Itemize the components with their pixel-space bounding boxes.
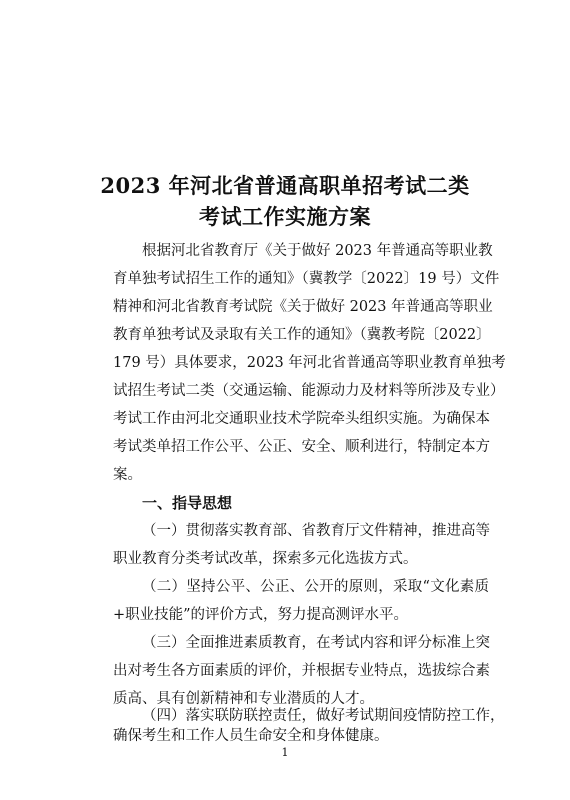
intro-line: 精神和河北省教育考试院《关于做好 2023 年普通高等职业 (113, 299, 493, 315)
section-heading: 一、指导思想 (142, 494, 233, 512)
item-3-line: 质高、具有创新精神和专业潜质的人才。 (113, 691, 374, 707)
intro-line: 179 号）具体要求，2023 年河北省普通高等职业教育单独考 (113, 355, 506, 371)
item-2-line: +职业技能”的评价方式，努力提高测评水平。 (113, 607, 409, 623)
intro-line: 考试类单招工作公平、公正、安全、顺利进行，特制定本方 (113, 439, 490, 455)
item-4-line: 确保考生和工作人员生命安全和身体健康。 (113, 728, 389, 744)
intro-line: 试招生考试二类（交通运输、能源动力及材料等所涉及专业） (113, 383, 505, 399)
intro-line: 案。 (113, 467, 142, 483)
intro-line: 教育单独考试及录取有关工作的通知》（冀教考院〔2022〕 (113, 327, 491, 343)
document-title-line-2: 考试工作实施方案 (199, 204, 371, 229)
item-3-line: 出对考生各方面素质的评价，并根据专业特点，选拔综合素 (113, 663, 490, 679)
item-4-line: （四）落实联防联控责任，做好考试期间疫情防控工作， (142, 708, 505, 724)
document-title-line-1: 2023 年河北省普通高职单招考试二类 (100, 173, 470, 198)
item-1-line: （一）贯彻落实教育部、省教育厅文件精神，推进高等 (142, 523, 490, 539)
intro-line: 育单独考试招生工作的通知》（冀教学〔2022〕19 号）文件 (113, 271, 500, 287)
item-1-line: 职业教育分类考试改革，探索多元化选拔方式。 (113, 551, 418, 567)
page-number: 1 (281, 746, 289, 759)
item-3-line: （三）全面推进素质教育，在考试内容和评分标准上突 (142, 635, 490, 651)
intro-line: 考试工作由河北交通职业技术学院牵头组织实施。为确保本 (113, 411, 490, 427)
intro-line: 根据河北省教育厅《关于做好 2023 年普通高等职业教 (142, 243, 493, 259)
item-2-line: （二）坚持公平、公正、公开的原则，采取“文化素质 (142, 579, 489, 595)
